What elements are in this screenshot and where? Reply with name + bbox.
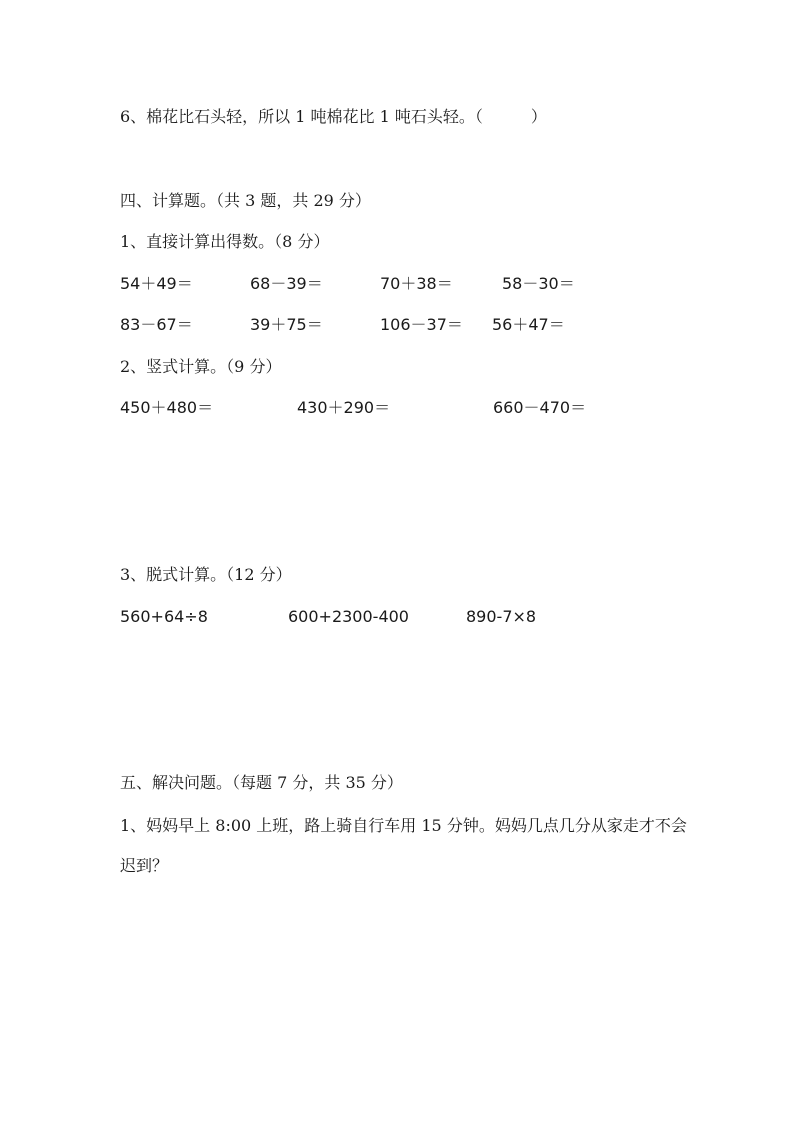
direct-calc-item: 70＋38＝ — [380, 274, 453, 293]
direct-calc-item: 58－30＝ — [502, 274, 575, 293]
part-1-heading: 1、直接计算出得数。（8 分） — [120, 232, 330, 251]
vertical-calc-item: 430＋290＝ — [297, 398, 391, 417]
stepwise-calc-item: 890-7×8 — [466, 607, 537, 626]
vertical-calc-item: 450＋480＝ — [120, 398, 214, 417]
word-problem-1: 1、妈妈早上 8:00 上班，路上骑自行车用 15 分钟。妈妈几点几分从家走才不会迟到？ — [120, 816, 687, 875]
question-6: 6、棉花比石头轻，所以 1 吨棉花比 1 吨石头轻。（ ） — [120, 107, 547, 126]
direct-calc-item: 54＋49＝ — [120, 274, 193, 293]
direct-calc-item: 56＋47＝ — [492, 315, 565, 334]
vertical-calc-item: 660－470＝ — [493, 398, 587, 417]
direct-calc-row-2 — [0, 317, 794, 337]
part-3-heading: 3、脱式计算。（12 分） — [120, 565, 292, 584]
section-4-title: 四、计算题。（共 3 题，共 29 分） — [120, 191, 371, 210]
section-5-title: 五、解决问题。（每题 7 分，共 35 分） — [120, 773, 403, 792]
direct-calc-item: 68－39＝ — [250, 274, 323, 293]
direct-calc-row-1 — [0, 276, 794, 296]
direct-calc-item: 39＋75＝ — [250, 315, 323, 334]
stepwise-calc-item: 560+64÷8 — [120, 607, 208, 626]
direct-calc-item: 83－67＝ — [120, 315, 193, 334]
part-2-heading: 2、竖式计算。（9 分） — [120, 357, 282, 376]
stepwise-calc-item: 600+2300-400 — [288, 607, 409, 626]
direct-calc-item: 106－37＝ — [380, 315, 463, 334]
vertical-calc-row — [0, 400, 794, 420]
stepwise-calc-row — [0, 609, 794, 629]
